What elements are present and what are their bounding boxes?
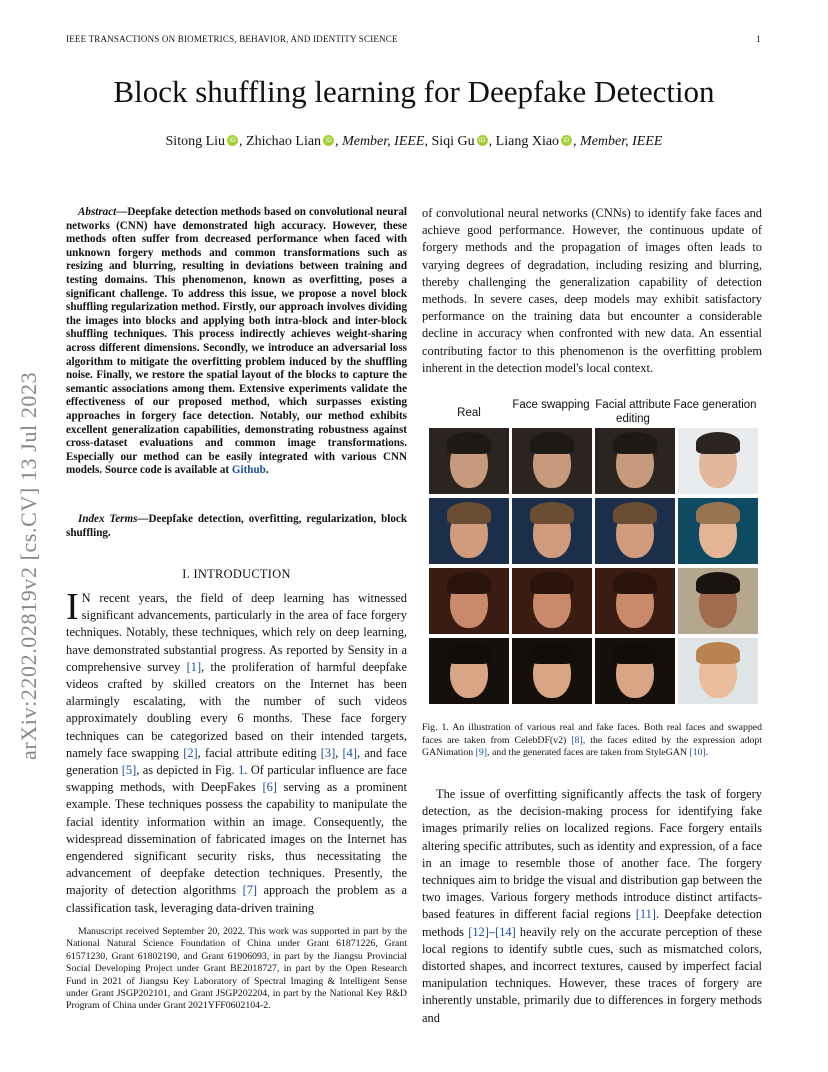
face-image (678, 428, 758, 494)
journal-header: IEEE TRANSACTIONS ON BIOMETRICS, BEHAVIOR, AND IDENTITY SCIENCE (66, 34, 398, 44)
face-image (595, 568, 675, 634)
intro-text: , as depicted in Fig. (136, 763, 239, 778)
orcid-icon[interactable]: iD (561, 135, 572, 146)
face-image (429, 638, 509, 704)
hair-shape (530, 502, 574, 524)
author-list (0, 134, 828, 150)
face-image (678, 568, 758, 634)
citation-link[interactable]: [14] (495, 924, 516, 939)
citation-link[interactable]: [2] (183, 745, 198, 760)
intro-text: serving as a prominent example. These techniques possess the capability to manipulate the facial identity information within an image. Consequently, the widespread dissemination of fabricated images on the Internet has engendered significant security risks, thus necessitating the advancement of deepfake detection techniques. Presently, the majority of detection algorithms (66, 780, 407, 898)
face-image (595, 428, 675, 494)
hair-shape (696, 642, 740, 664)
face-image (678, 638, 758, 704)
introduction-paragraph (66, 586, 408, 917)
hair-shape (613, 572, 657, 594)
citation-link[interactable]: [1] (186, 659, 202, 674)
author-name: Sitong Liu (165, 134, 226, 149)
body-text: – (488, 924, 496, 939)
author-name: , Liang Xiao (488, 134, 560, 149)
index-terms (66, 513, 407, 540)
citation-link[interactable]: [12] (468, 924, 489, 939)
hair-shape (447, 502, 491, 524)
face-image (595, 638, 675, 704)
hair-shape (696, 432, 740, 454)
index-terms-label: Index Terms— (78, 513, 149, 525)
hair-shape (530, 432, 574, 454)
face-image (512, 498, 592, 564)
figure-column-label: Face generation (673, 399, 757, 411)
page-number: 1 (756, 34, 761, 44)
intro-text: approach the problem as a classification task, leveraging data-driven training (66, 883, 407, 915)
citation-link[interactable]: [10] (689, 747, 706, 759)
face-image (429, 428, 509, 494)
author-role: , Member, IEEE (335, 134, 425, 149)
citation-link[interactable]: [4] (342, 745, 357, 760)
citation-link[interactable]: [8] (571, 734, 583, 746)
abstract-text: Deepfake detection methods based on convolutional neural networks (CNN) have demonstrated high accuracy. However, these methods often suffer from decreased performance when faced with unknown forgery methods and common transformations such as resizing and blurring, resulting in deviations between training and testing domains. This phenomenon, known as overfitting, poses a significant challenge. To address this issue, we propose a novel block shuffling regularization method. Firstly, our approach involves dividing the images into blocks and applying both intra-block and inter-block shuffling techniques. This process indirectly achieves weight-sharing across different dimensions. Secondly, we introduce an adversarial loss algorithm to mitigate the overfitting problem induced by the shuffling noise. Finally, we restore the spatial layout of the blocks to capture the semantic associations among them. Extensive experiments validate the effectiveness of our proposed method, which surpasses existing approaches in forgery face detection. Notably, our method exhibits excellent generalization capabilities, demonstrating robustness against cross-dataset evaluations and common image transformations. Especially our method can be easily integrated with various CNN models. Source code is available at (66, 206, 407, 477)
figure-link[interactable]: 1 (238, 763, 245, 778)
figure-column-label: Real (457, 407, 481, 419)
hair-shape (447, 642, 491, 664)
author-name: , Zhichao Lian (239, 134, 322, 149)
citation-link[interactable]: [7] (242, 883, 258, 898)
figure-1 (427, 398, 763, 708)
hair-shape (696, 502, 740, 524)
face-image (512, 638, 592, 704)
intro-text: . Of particular influence are face swapping methods, with DeepFakes (66, 763, 407, 795)
body-text: . Deepfake detection methods (422, 907, 763, 939)
body-text: heavily rely on the accurate perception of these local regions to identify subtle cues, such as mismatched colors, distorted shapes, and incorrect textures, caused by imperfect facial manipulation techniques. However, these traces of forgery are inherently unstable, primarily due to differences in forgery methods and (422, 924, 762, 1025)
figure-column-label: Facial attribute editing (595, 399, 671, 425)
index-terms-text: Deepfake detection, overfitting, regularization, block shuffling. (66, 513, 408, 539)
body-paragraph: of convolutional neural networks (CNNs) to identify fake faces and achieve good performance. However, the continuous update of forgery methods and the propagation of images often leads to varying degrees of degradation, including resizing and blurring, thereby challenging the generalization capability of detection methods. In severe cases, deep models may exhibit satisfactory performance on the training data but encounter a considerable decline in accuracy when confronted with new data. An essential contributing factor to this phenomenon is the overfitting problem inherent in the detection model's local context. (422, 206, 762, 375)
body-text: The issue of overfitting significantly affects the task of forgery detection, as the decision-making process for identifying fake images primarily relies on localized regions. Face forgery entails altering specific attributes, such as identity and expression, of a face in an image to resemble those of another face. The forgery techniques aim to bridge the visual and distribution gap between the two images. Various forgery methods introduce distinct artifacts-based features in different facial regions (422, 787, 762, 922)
face-image (678, 498, 758, 564)
orcid-icon[interactable]: iD (323, 135, 334, 146)
hair-shape (447, 432, 491, 454)
caption-text: . (705, 747, 709, 759)
citation-link[interactable]: [5] (121, 763, 137, 778)
abstract-end: . (265, 464, 269, 477)
orcid-icon[interactable]: iD (227, 135, 238, 146)
caption-text: An illustration of various real and fake faces. Both real faces and swapped faces are taken from CelebDF(v2) (422, 722, 762, 746)
intro-text: , the proliferation of harmful deepfake videos crafted by skilled creators on the Internet has been alarmingly escalating, with the number of such videos approximately doubling every 6 months. These face forgery techniques can be categorized based on their intended targets, namely face swapping (66, 659, 407, 760)
face-image (512, 568, 592, 634)
face-image (429, 498, 509, 564)
paper-title: Block shuffling learning for Deepfake Detection (113, 74, 715, 109)
github-link[interactable]: Github (231, 464, 266, 477)
citation-link[interactable]: [9] (475, 747, 488, 759)
author-role: , Member, IEEE (573, 134, 663, 149)
caption-text: , the faces edited by the expression adopt GANimation (422, 734, 762, 759)
citation-link[interactable]: [6] (262, 780, 277, 795)
orcid-icon[interactable]: iD (477, 135, 488, 146)
abstract (66, 206, 407, 478)
hair-shape (613, 502, 657, 524)
hair-shape (696, 572, 740, 594)
intro-text: N recent years, the field of deep learning has witnessed significant advancements, particularly in the area of face forgery techniques. Notably, these techniques, which rely on deep learning, have demonstrated substantial progress. As reported by Sensity in a comprehensive survey (66, 591, 407, 674)
face-image (429, 568, 509, 634)
citation-link[interactable]: [11] (635, 907, 656, 922)
author-name: , Siqi Gu (424, 134, 475, 149)
hair-shape (447, 572, 491, 594)
abstract-label: Abstract— (78, 206, 128, 218)
section-heading: I. INTRODUCTION (182, 567, 291, 581)
hair-shape (530, 572, 574, 594)
caption-text: , and the generated faces are taken from StyleGAN (487, 747, 690, 759)
hair-shape (530, 642, 574, 664)
figure-caption (422, 722, 762, 760)
intro-text: , facial attribute editing (197, 745, 321, 760)
body-paragraph (422, 786, 762, 1027)
citation-link[interactable]: [3] (320, 745, 336, 760)
dropcap: I (66, 586, 79, 628)
figure-column-label: Face swapping (512, 399, 590, 411)
intro-text: , (335, 745, 343, 760)
arxiv-stamp: arXiv:2202.02819v2 [cs.CV] 13 Jul 2023 (16, 371, 41, 760)
face-image (512, 428, 592, 494)
intro-text: , and face generation (66, 745, 408, 778)
caption-label: Fig. 1. (422, 722, 449, 733)
face-image (595, 498, 675, 564)
hair-shape (613, 432, 657, 454)
footnote: Manuscript received September 20, 2022. This work was supported in part by the National Natural Science Foundation of China under Grant 61871226, Grant 61571230, Grant 61802190, and Grant 61906093, in part by the Jiangsu Provincial Social Developing Project under Grant BE2018727, in part by the Open Research Fund in 2021 of Jiangsu Key Laboratory of Spectral Imaging & Intelligent Sense under Grant JSGP202101, and Grant JSGP202204, in part by the National Key R&D Program of China under Grant 2021YFF0602104-2. (66, 926, 407, 1012)
hair-shape (613, 642, 657, 664)
